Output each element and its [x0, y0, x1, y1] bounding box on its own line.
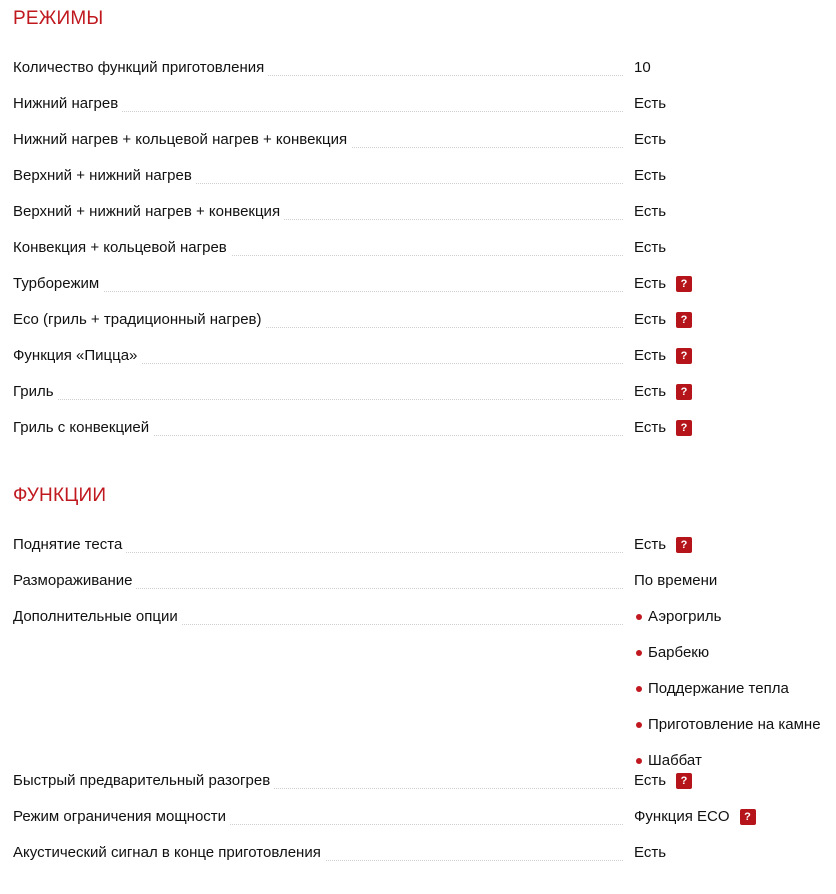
- spec-label-text: Турборежим: [13, 275, 103, 292]
- help-icon[interactable]: ?: [676, 420, 692, 436]
- spec-label: [13, 202, 623, 222]
- spec-label: [13, 310, 623, 330]
- spec-row: [13, 418, 836, 454]
- spec-label-text: Нижний нагрев + кольцевой нагрев + конвекция: [13, 131, 351, 148]
- spec-value: [634, 166, 836, 186]
- spec-value-line: [634, 571, 836, 591]
- spec-label: [13, 382, 623, 402]
- spec-value: [634, 382, 836, 402]
- bullet-icon: [636, 758, 642, 764]
- spec-value: [634, 771, 836, 791]
- spec-value: [634, 238, 836, 258]
- section-title-modes: РЕЖИМЫ: [13, 8, 104, 29]
- spec-value-list-item: [634, 607, 836, 627]
- spec-value-line: [634, 94, 836, 114]
- spec-row: [13, 58, 836, 94]
- spec-row: [13, 535, 836, 571]
- section-title-functions: ФУНКЦИИ: [13, 485, 107, 506]
- spec-value-text: Есть: [634, 95, 667, 112]
- spec-value-line: [634, 310, 836, 330]
- spec-label: [13, 535, 623, 555]
- spec-label: [13, 58, 623, 78]
- spec-value-list: [634, 607, 836, 771]
- spec-label-text: Быстрый предварительный разогрев: [13, 772, 274, 789]
- spec-value-list-item: [634, 643, 836, 663]
- bullet-icon: [636, 722, 642, 728]
- spec-label: [13, 94, 623, 114]
- spec-value-list-item: [634, 715, 836, 735]
- spec-value-line: [634, 771, 836, 791]
- spec-label-text: Функция «Пицца»: [13, 347, 141, 364]
- spec-value-text: Есть: [634, 772, 667, 789]
- spec-value-text: 10: [634, 59, 651, 76]
- help-icon[interactable]: ?: [676, 276, 692, 292]
- spec-value-list-text: Шаббат: [648, 752, 702, 769]
- spec-label-text: Конвекция + кольцевой нагрев: [13, 239, 231, 256]
- spec-value-text: Есть: [634, 275, 667, 292]
- spec-label: [13, 571, 623, 591]
- help-icon[interactable]: ?: [740, 809, 756, 825]
- spec-label-text: Размораживание: [13, 572, 136, 589]
- spec-value-text: Есть: [634, 239, 667, 256]
- spec-value-line: [634, 382, 836, 402]
- spec-value-line: [634, 535, 836, 555]
- spec-label: [13, 166, 623, 186]
- spec-value-line: [634, 843, 836, 863]
- help-icon[interactable]: ?: [676, 384, 692, 400]
- spec-value-text: Есть: [634, 167, 667, 184]
- spec-label-text: Eco (гриль + традиционный нагрев): [13, 311, 266, 328]
- spec-value-line: [634, 238, 836, 258]
- help-icon[interactable]: ?: [676, 537, 692, 553]
- spec-label: [13, 130, 623, 150]
- spec-value: [634, 843, 836, 863]
- spec-value-line: [634, 807, 836, 827]
- spec-label: [13, 771, 623, 791]
- spec-value-list-item: [634, 679, 836, 699]
- spec-label: [13, 274, 623, 294]
- spec-value-line: [634, 346, 836, 366]
- spec-value-text: По времени: [634, 572, 718, 589]
- spec-value-text: Есть: [634, 536, 667, 553]
- spec-row: [13, 346, 836, 382]
- spec-value-text: Есть: [634, 383, 667, 400]
- spec-value-list-text: Барбекю: [648, 644, 710, 661]
- spec-value-line: [634, 418, 836, 438]
- spec-row: [13, 843, 836, 879]
- bullet-icon: [636, 650, 642, 656]
- spec-value-text: Есть: [634, 131, 667, 148]
- spec-label-text: Количество функций приготовления: [13, 59, 268, 76]
- spec-label-text: Дополнительные опции: [13, 608, 182, 625]
- spec-label-text: Верхний + нижний нагрев + конвекция: [13, 203, 284, 220]
- spec-value-line: [634, 58, 836, 78]
- spec-value: [634, 94, 836, 114]
- help-icon[interactable]: ?: [676, 773, 692, 789]
- spec-value-text: Есть: [634, 203, 667, 220]
- spec-value-line: [634, 130, 836, 150]
- spec-label-text: Нижний нагрев: [13, 95, 122, 112]
- spec-value: [634, 58, 836, 78]
- spec-value: [634, 310, 836, 330]
- spec-value-line: [634, 202, 836, 222]
- spec-label-text: Режим ограничения мощности: [13, 808, 230, 825]
- spec-value-list-item: [634, 751, 836, 771]
- spec-value: [634, 571, 836, 591]
- spec-label-text: Акустический сигнал в конце приготовления: [13, 844, 325, 861]
- spec-label-text: Гриль с конвекцией: [13, 419, 153, 436]
- spec-label: [13, 238, 623, 258]
- spec-value: [634, 274, 836, 294]
- spec-value-text: Есть: [634, 419, 667, 436]
- spec-label: [13, 843, 623, 863]
- spec-row: [13, 94, 836, 130]
- spec-value: [634, 202, 836, 222]
- spec-value-list-text: Аэрогриль: [648, 608, 722, 625]
- spec-label-text: Гриль: [13, 383, 58, 400]
- spec-value-line: [634, 166, 836, 186]
- spec-value-list-text: Приготовление на камне: [648, 716, 821, 733]
- spec-label-text: Поднятие теста: [13, 536, 126, 553]
- spec-value: [634, 535, 836, 555]
- spec-value-text: Есть: [634, 311, 667, 328]
- spec-row: [13, 310, 836, 346]
- spec-row: [13, 202, 836, 238]
- spec-row: [13, 274, 836, 310]
- spec-value: [634, 607, 836, 771]
- spec-row: [13, 238, 836, 274]
- spec-value: [634, 807, 836, 827]
- spec-row: [13, 807, 836, 843]
- spec-row: [13, 571, 836, 607]
- spec-label-text: Верхний + нижний нагрев: [13, 167, 196, 184]
- spec-label: [13, 807, 623, 827]
- spec-value-text: Есть: [634, 844, 667, 861]
- spec-label: [13, 346, 623, 366]
- spec-value: [634, 346, 836, 366]
- help-icon[interactable]: ?: [676, 312, 692, 328]
- spec-row: [13, 130, 836, 166]
- bullet-icon: [636, 686, 642, 692]
- spec-label: [13, 607, 623, 627]
- spec-value: [634, 130, 836, 150]
- help-icon[interactable]: ?: [676, 348, 692, 364]
- spec-value: [634, 418, 836, 438]
- spec-row: [13, 771, 836, 807]
- spec-value-line: [634, 274, 836, 294]
- spec-value-text: Есть: [634, 347, 667, 364]
- modes-spec-list: [13, 58, 836, 454]
- spec-label: [13, 418, 623, 438]
- spec-row: [13, 166, 836, 202]
- bullet-icon: [636, 614, 642, 620]
- spec-value-list-text: Поддержание тепла: [648, 680, 789, 697]
- spec-row: [13, 607, 836, 771]
- spec-row: [13, 382, 836, 418]
- spec-value-text: Функция ECO: [634, 808, 730, 825]
- functions-spec-list: [13, 535, 836, 879]
